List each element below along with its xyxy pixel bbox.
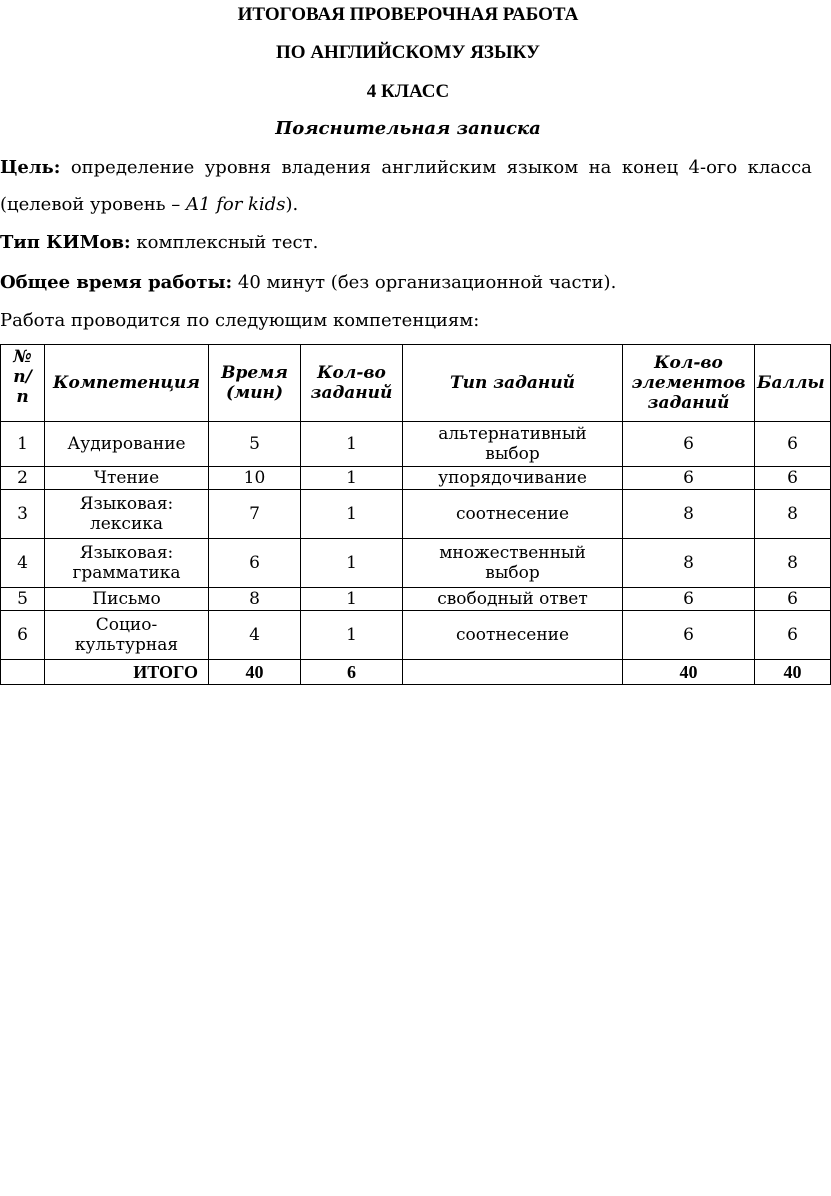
table-row xyxy=(1,539,831,588)
total-time: 40 xyxy=(209,660,301,685)
cell-count: 1 xyxy=(301,539,403,588)
cell-empty xyxy=(1,660,45,685)
table-row xyxy=(1,422,831,467)
goal-level-value: A1 for kids xyxy=(186,194,286,215)
goal-word: класса xyxy=(747,157,812,178)
cell-empty xyxy=(403,660,623,685)
cell-count: 1 xyxy=(301,490,403,539)
cell-competence: Социо- культурная xyxy=(45,611,209,660)
cell-time: 5 xyxy=(209,422,301,467)
cell-time: 10 xyxy=(209,467,301,490)
cell-time: 8 xyxy=(209,588,301,611)
cell-points: 6 xyxy=(755,467,831,490)
cell-type: упорядочивание xyxy=(403,467,623,490)
goal-level-end: ). xyxy=(285,194,299,215)
cell-points: 8 xyxy=(755,490,831,539)
cell-type: свободный ответ xyxy=(403,588,623,611)
cell-type: множественный выбор xyxy=(403,539,623,588)
cell-competence: Письмо xyxy=(45,588,209,611)
header-num: № п/ п xyxy=(1,345,45,422)
header-element-count: Кол-во элементов заданий xyxy=(623,345,755,422)
goal-line1 xyxy=(0,157,816,178)
cell-competence: Чтение xyxy=(45,467,209,490)
cell-elements: 6 xyxy=(623,611,755,660)
total-elements: 40 xyxy=(623,660,755,685)
time-text: 40 минут (без организационной части). xyxy=(232,272,617,293)
cell-count: 1 xyxy=(301,611,403,660)
goal-word: английским xyxy=(381,157,497,178)
cell-points: 6 xyxy=(755,588,831,611)
cell-num: 1 xyxy=(1,422,45,467)
cell-type: соотнесение xyxy=(403,611,623,660)
header-competence: Компетенция xyxy=(45,345,209,422)
goal-word: определение xyxy=(70,157,195,178)
cell-elements: 6 xyxy=(623,422,755,467)
goal-label: Цель: xyxy=(0,157,61,178)
goal-line2 xyxy=(0,194,816,215)
table-row xyxy=(1,490,831,539)
header-time: Время (мин) xyxy=(209,345,301,422)
total-points: 40 xyxy=(755,660,831,685)
kim-line xyxy=(0,232,816,253)
cell-competence: Языковая: лексика xyxy=(45,490,209,539)
time-label: Общее время работы: xyxy=(0,272,233,293)
time-line xyxy=(0,272,816,293)
cell-time: 6 xyxy=(209,539,301,588)
doc-title-line1: ИТОГОВАЯ ПРОВЕРОЧНАЯ РАБОТА xyxy=(237,4,579,25)
cell-num: 4 xyxy=(1,539,45,588)
cell-competence: Аудирование xyxy=(45,422,209,467)
cell-elements: 8 xyxy=(623,490,755,539)
kim-text: комплексный тест. xyxy=(130,232,319,253)
kim-label: Тип КИМов: xyxy=(0,232,131,253)
table-total-row xyxy=(1,660,831,685)
goal-word: 4-ого xyxy=(688,157,738,178)
cell-count: 1 xyxy=(301,588,403,611)
header-points: Баллы xyxy=(755,345,831,422)
goal-word: уровня xyxy=(204,157,272,178)
cell-elements: 6 xyxy=(623,467,755,490)
cell-elements: 6 xyxy=(623,588,755,611)
cell-num: 2 xyxy=(1,467,45,490)
doc-title-line3: 4 КЛАСС xyxy=(366,81,450,102)
goal-level-text: (целевой уровень – xyxy=(0,194,187,215)
goal-word: владения xyxy=(281,157,371,178)
header-task-type: Тип заданий xyxy=(403,345,623,422)
cell-num: 6 xyxy=(1,611,45,660)
goal-word: языком xyxy=(506,157,579,178)
cell-count: 1 xyxy=(301,467,403,490)
intro-line: Работа проводится по следующим компетенциям: xyxy=(0,310,480,331)
total-count: 6 xyxy=(301,660,403,685)
competence-table xyxy=(0,344,831,685)
cell-points: 6 xyxy=(755,422,831,467)
table-row xyxy=(1,611,831,660)
goal-word: на xyxy=(588,157,612,178)
cell-type: альтернативный выбор xyxy=(403,422,623,467)
cell-num: 3 xyxy=(1,490,45,539)
doc-title-line2: ПО АНГЛИЙСКОМУ ЯЗЫКУ xyxy=(276,42,540,63)
cell-elements: 8 xyxy=(623,539,755,588)
cell-competence: Языковая: грамматика xyxy=(45,539,209,588)
header-task-count: Кол-во заданий xyxy=(301,345,403,422)
cell-time: 4 xyxy=(209,611,301,660)
table-header-row xyxy=(1,345,831,422)
goal-word: конец xyxy=(621,157,679,178)
cell-num: 5 xyxy=(1,588,45,611)
cell-points: 6 xyxy=(755,611,831,660)
cell-count: 1 xyxy=(301,422,403,467)
cell-points: 8 xyxy=(755,539,831,588)
doc-subtitle: Пояснительная записка xyxy=(275,118,541,139)
total-label: ИТОГО xyxy=(45,660,209,685)
cell-type: соотнесение xyxy=(403,490,623,539)
table-row xyxy=(1,588,831,611)
cell-time: 7 xyxy=(209,490,301,539)
table-row xyxy=(1,467,831,490)
